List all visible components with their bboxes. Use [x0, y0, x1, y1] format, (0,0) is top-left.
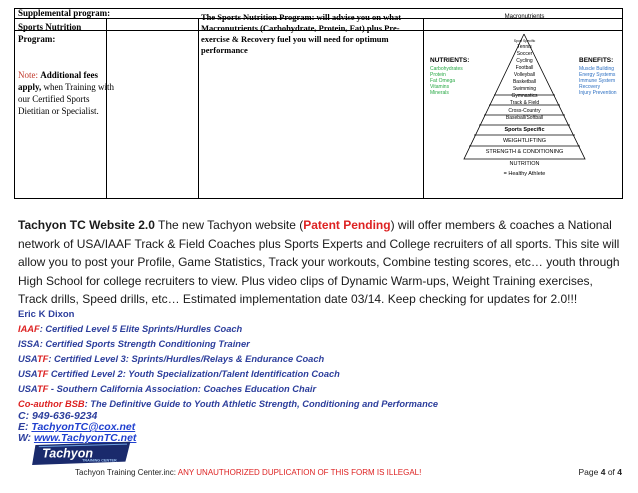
author-name: Eric K Dixon [18, 309, 75, 320]
table-divider [198, 18, 199, 198]
benefit-item: Recovery [579, 84, 601, 90]
program-description: The Sports Nutrition Program: will advise you on what Macronutrients (Carbohydrate, Protein, Fat) plus Pre-exercise & Recovery fuel you will need for optimum performance [201, 12, 402, 55]
pyramid-band: WEIGHTLIFTING [502, 138, 547, 144]
website-announcement [18, 216, 622, 309]
tachyon-logo [20, 440, 145, 470]
sport-item: Swimming [512, 86, 537, 92]
benefit-item: Immune System [579, 78, 616, 84]
credential-line: USATF Certified Level 2: Youth Specialization/Talent Identification Coach [18, 369, 340, 379]
benefit-item: Energy Systems [579, 72, 616, 78]
website-text: The new Tachyon website ( [154, 218, 304, 232]
contact-email: E: TachyonTC@cox.net [18, 421, 136, 433]
nutrient-item: Fat Omega [430, 78, 456, 84]
footer [75, 468, 421, 477]
credential-line: Co-author BSB: The Definitive Guide to Youth Athletic Strength, Conditioning and Performance [18, 399, 439, 409]
table-divider [423, 18, 424, 198]
program-cell [18, 22, 118, 117]
email-link[interactable]: TachyonTC@cox.net [31, 421, 136, 433]
benefits-title: BENEFITS: [579, 57, 614, 64]
page-number: Page 4 of 4 [578, 467, 622, 477]
table-header: Supplemental program: [18, 8, 111, 18]
note-text: when Training with our Certified Sports Dietitian or Specialist. [18, 82, 115, 116]
note-bold: Additional fees apply, [18, 70, 99, 92]
supplemental-program-table [14, 8, 623, 199]
contact-web: W: www.TachyonTC.net [18, 432, 137, 444]
sport-item: Football [515, 65, 534, 71]
program-name: Sports Nutrition Program: [18, 22, 82, 44]
credential-line: USATF: Certified Level 3: Sprints/Hurdles/Relays & Endurance Coach [18, 354, 325, 364]
nutrients-title: NUTRIENTS: [430, 57, 470, 64]
sport-item: Track & Field [509, 100, 540, 106]
macronutrients-pyramid [427, 11, 622, 179]
sport-item: Gymnastics [511, 93, 538, 99]
logo-text: Tachyon [42, 446, 94, 461]
sport-item: Volleyball [513, 72, 536, 78]
fees-note [18, 69, 118, 117]
patent-pending: Patent Pending [303, 218, 391, 232]
pyramid-title: Macronutrients [504, 14, 545, 20]
footer-company: Tachyon Training Center.inc: [75, 468, 176, 477]
sport-item: Baseball/Softball [505, 115, 544, 121]
nutrient-item: Minerals [430, 90, 449, 96]
credential-line: ISSA: Certified Sports Strength Conditioning Trainer [18, 339, 250, 349]
sport-item: Soccer [516, 51, 533, 57]
nutrient-item: Protein [430, 72, 446, 78]
sport-item: Cross-Country [508, 108, 541, 114]
pyramid-band: Sports Specific [504, 127, 545, 133]
website-text: ) will offer members & coaches a National network of USA/IAAF Track & Field Coaches plus Sports Experts and College recruiters of all sports. This site will allow you to post your Profile, Game Statistics, Track your workouts, Combine testing scores, etc… youth through High School for college recruiters to view. Plus video clips of Dynamic Warm-ups, Weight Training exercises, Track drills, Speed drills, etc… Estimated implementation date 03/14. Keep checking for updates for 2.0!!! [18, 218, 620, 306]
website-link[interactable]: www.TachyonTC.net [33, 432, 137, 444]
credential-line: USATF - Southern California Association: Coaches Education Chair [18, 384, 317, 394]
sport-item: Sport Specific [513, 39, 536, 43]
sport-item: Cycling [516, 58, 533, 64]
website-heading: Tachyon TC Website 2.0 [18, 218, 155, 232]
pyramid-band: STRENGTH & CONDITIONING [485, 149, 564, 155]
pyramid-band: = Healthy Athlete [503, 171, 546, 177]
nutrient-item: Carbohydrates [430, 66, 463, 72]
contact-phone: C: 949-636-9234 [18, 410, 98, 422]
pyramid-band: NUTRITION [509, 161, 540, 167]
note-label: Note: [18, 70, 38, 80]
sport-item: Basketball [512, 79, 537, 85]
benefit-item: Injury Prevention [579, 90, 617, 96]
logo-subtext: TRAINING CENTER [82, 458, 117, 463]
benefit-item: Muscle Building [579, 66, 615, 72]
footer-warning: ANY UNAUTHORIZED DUPLICATION OF THIS FORM IS ILLEGAL! [177, 468, 422, 477]
sport-item: Tennis [517, 44, 532, 50]
credential-line: IAAF: Certified Level 5 Elite Sprints/Hurdles Coach [18, 324, 243, 334]
nutrient-item: Vitamins [430, 84, 450, 90]
